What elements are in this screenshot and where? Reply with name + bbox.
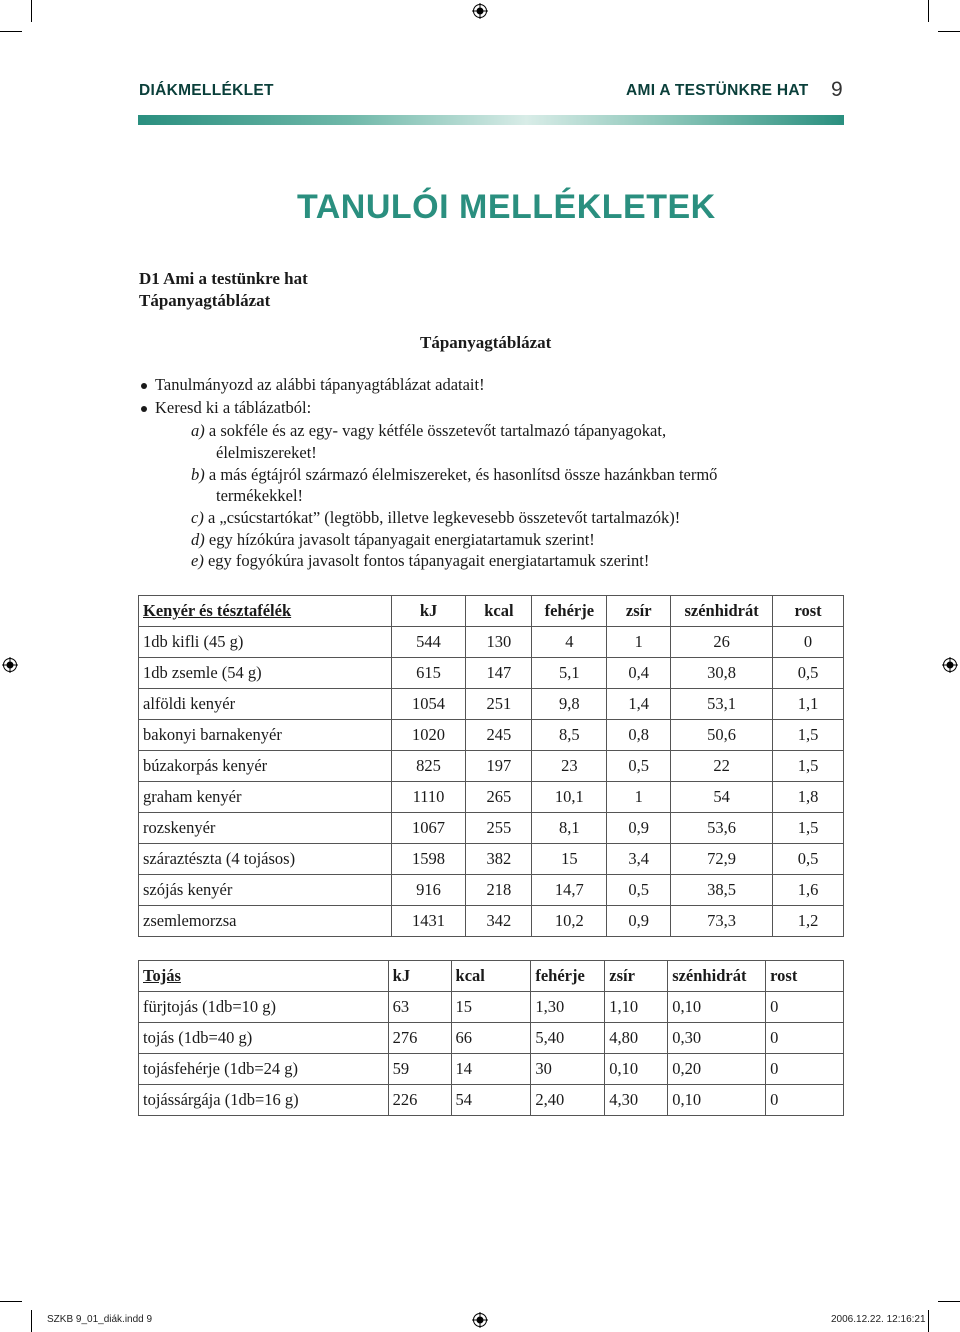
- table-cell: 825: [391, 751, 466, 782]
- task-label: b): [191, 465, 205, 484]
- registration-mark-icon: [942, 657, 958, 673]
- bread-nutrient-table: [138, 595, 844, 937]
- table-cell: 1,5: [773, 751, 844, 782]
- table-cell: 53,6: [671, 813, 773, 844]
- table-cell: 66: [451, 1023, 531, 1054]
- table-cell: 10,2: [532, 906, 607, 937]
- table-cell: 0,30: [668, 1023, 766, 1054]
- registration-mark-icon: [472, 1312, 488, 1328]
- table-cell: 0,5: [773, 658, 844, 689]
- task-item-e: [191, 551, 649, 571]
- column-header: Tojás: [139, 961, 389, 992]
- table-cell: 1db zsemle (54 g): [139, 658, 392, 689]
- registration-mark-icon: [2, 657, 18, 673]
- task-text: egy fogyókúra javasolt fontos tápanyagait energiatartamuk szerint!: [207, 551, 650, 570]
- table-cell: szójás kenyér: [139, 875, 392, 906]
- task-item-c: [191, 508, 680, 528]
- table-cell: 382: [466, 844, 532, 875]
- header-rule: [138, 115, 844, 125]
- table-cell: 2,40: [531, 1085, 605, 1116]
- task-label: c): [191, 508, 204, 527]
- crop-mark: [928, 0, 929, 22]
- table-cell: 54: [451, 1085, 531, 1116]
- table-cell: 59: [388, 1054, 451, 1085]
- table-row: [139, 627, 844, 658]
- table-cell: 0,10: [668, 1085, 766, 1116]
- table-cell: 1,30: [531, 992, 605, 1023]
- table-cell: 63: [388, 992, 451, 1023]
- table-cell: 1,8: [773, 782, 844, 813]
- table-row: [139, 658, 844, 689]
- column-header: kJ: [388, 961, 451, 992]
- task-label: d): [191, 530, 205, 549]
- table-row: [139, 1054, 844, 1085]
- table-cell: 1,1: [773, 689, 844, 720]
- column-header: rost: [773, 596, 844, 627]
- table-cell: 218: [466, 875, 532, 906]
- table-cell: 1054: [391, 689, 466, 720]
- column-header: fehérje: [532, 596, 607, 627]
- task-item-d: [191, 530, 595, 550]
- table-cell: 1: [607, 627, 671, 658]
- table-cell: 0,10: [605, 1054, 668, 1085]
- table-cell: 342: [466, 906, 532, 937]
- table-cell: 5,1: [532, 658, 607, 689]
- column-header: kcal: [466, 596, 532, 627]
- table-cell: 544: [391, 627, 466, 658]
- table-cell: 1110: [391, 782, 466, 813]
- table-cell: 9,8: [532, 689, 607, 720]
- table-cell: 916: [391, 875, 466, 906]
- table-cell: 0,9: [607, 906, 671, 937]
- table-cell: száraztészta (4 tojásos): [139, 844, 392, 875]
- footer-file: SZKB 9_01_diák.indd 9: [47, 1314, 153, 1325]
- table-cell: 1,5: [773, 720, 844, 751]
- crop-mark: [938, 31, 960, 32]
- instruction-line: Keresd ki a táblázatból:: [155, 398, 312, 417]
- table-cell: 0,5: [607, 875, 671, 906]
- table-cell: 0: [766, 1054, 844, 1085]
- table-row: [139, 1085, 844, 1116]
- page-number: 9: [831, 78, 843, 101]
- column-header: kcal: [451, 961, 531, 992]
- registration-mark-icon: [472, 3, 488, 19]
- table-cell: 73,3: [671, 906, 773, 937]
- table-cell: 265: [466, 782, 532, 813]
- table-cell: 0: [766, 1023, 844, 1054]
- column-header: Kenyér és tésztafélék: [139, 596, 392, 627]
- table-cell: 615: [391, 658, 466, 689]
- table-cell: 0,5: [607, 751, 671, 782]
- table-cell: 23: [532, 751, 607, 782]
- table-cell: 8,5: [532, 720, 607, 751]
- table-cell: tojás (1db=40 g): [139, 1023, 389, 1054]
- task-item-a: [191, 421, 666, 441]
- task-text: egy hízókúra javasolt tápanyagait energiatartamuk szerint!: [208, 530, 595, 549]
- column-header: zsír: [605, 961, 668, 992]
- table-cell: 1431: [391, 906, 466, 937]
- table-cell: 26: [671, 627, 773, 658]
- table-cell: 8,1: [532, 813, 607, 844]
- table-cell: graham kenyér: [139, 782, 392, 813]
- table-cell: zsemlemorzsa: [139, 906, 392, 937]
- table-cell: 10,1: [532, 782, 607, 813]
- column-header: rost: [766, 961, 844, 992]
- task-label: e): [191, 551, 204, 570]
- table-header-row: [139, 596, 844, 627]
- table-cell: 38,5: [671, 875, 773, 906]
- table-cell: 1,5: [773, 813, 844, 844]
- table-title: Tápanyagtáblázat: [420, 333, 552, 352]
- table-cell: 251: [466, 689, 532, 720]
- table-cell: 1db kifli (45 g): [139, 627, 392, 658]
- task-label: a): [191, 421, 205, 440]
- table-cell: 1,6: [773, 875, 844, 906]
- table-cell: rozskenyér: [139, 813, 392, 844]
- table-cell: 245: [466, 720, 532, 751]
- table-cell: 226: [388, 1085, 451, 1116]
- table-cell: 1067: [391, 813, 466, 844]
- table-cell: 1020: [391, 720, 466, 751]
- table-cell: 197: [466, 751, 532, 782]
- table-cell: 14,7: [532, 875, 607, 906]
- table-cell: 0: [766, 992, 844, 1023]
- table-row: [139, 782, 844, 813]
- table-cell: fürjtojás (1db=10 g): [139, 992, 389, 1023]
- egg-nutrient-table: [138, 960, 844, 1116]
- table-cell: 1: [607, 782, 671, 813]
- running-header-right: AMI A TESTÜNKRE HAT: [626, 82, 809, 99]
- section-heading: D1 Ami a testünkre hat: [139, 269, 308, 288]
- table-cell: búzakorpás kenyér: [139, 751, 392, 782]
- table-row: [139, 1023, 844, 1054]
- table-cell: 4,30: [605, 1085, 668, 1116]
- table-row: [139, 875, 844, 906]
- column-header: szénhidrát: [668, 961, 766, 992]
- crop-mark: [31, 1310, 32, 1332]
- page-title: TANULÓI MELLÉKLETEK: [297, 188, 716, 226]
- crop-mark: [0, 31, 22, 32]
- running-header-left: DIÁKMELLÉKLET: [139, 82, 274, 99]
- instruction-line: Tanulmányozd az alábbi tápanyagtáblázat adatait!: [155, 375, 485, 394]
- table-cell: 22: [671, 751, 773, 782]
- column-header: zsír: [607, 596, 671, 627]
- table-row: [139, 906, 844, 937]
- table-cell: 14: [451, 1054, 531, 1085]
- table-cell: alföldi kenyér: [139, 689, 392, 720]
- task-text: a „csúcstartókat” (legtöbb, illetve legkevesebb összetevőt tartalmazók)!: [207, 508, 681, 527]
- table-cell: 0,4: [607, 658, 671, 689]
- table-cell: 50,6: [671, 720, 773, 751]
- table-row: [139, 689, 844, 720]
- table-cell: 1,4: [607, 689, 671, 720]
- table-cell: 0: [766, 1085, 844, 1116]
- table-cell: 4,80: [605, 1023, 668, 1054]
- crop-mark: [31, 0, 32, 22]
- table-cell: 15: [451, 992, 531, 1023]
- task-text: termékekkel!: [216, 486, 304, 505]
- task-text: a más égtájról származó élelmiszereket, és hasonlítsd össze hazánkban termő: [208, 465, 718, 484]
- table-cell: 1598: [391, 844, 466, 875]
- table-cell: 0,9: [607, 813, 671, 844]
- table-cell: 4: [532, 627, 607, 658]
- table-cell: 0,8: [607, 720, 671, 751]
- table-row: [139, 720, 844, 751]
- table-cell: 3,4: [607, 844, 671, 875]
- table-cell: 255: [466, 813, 532, 844]
- table-cell: 5,40: [531, 1023, 605, 1054]
- table-row: [139, 751, 844, 782]
- table-cell: tojásfehérje (1db=24 g): [139, 1054, 389, 1085]
- table-cell: 72,9: [671, 844, 773, 875]
- table-row: [139, 813, 844, 844]
- table-cell: 0,5: [773, 844, 844, 875]
- table-cell: 30: [531, 1054, 605, 1085]
- table-cell: 276: [388, 1023, 451, 1054]
- crop-mark: [0, 1301, 22, 1302]
- table-cell: 0: [773, 627, 844, 658]
- table-header-row: [139, 961, 844, 992]
- task-item-b: [191, 465, 717, 485]
- column-header: szénhidrát: [671, 596, 773, 627]
- crop-mark: [928, 1310, 929, 1332]
- table-cell: 54: [671, 782, 773, 813]
- table-cell: 0,10: [668, 992, 766, 1023]
- table-cell: 1,2: [773, 906, 844, 937]
- task-text: a sokféle és az egy- vagy kétféle összetevőt tartalmazó tápanyagokat,: [208, 421, 667, 440]
- table-cell: 15: [532, 844, 607, 875]
- table-row: [139, 992, 844, 1023]
- task-text: élelmiszereket!: [216, 443, 317, 462]
- table-cell: 0,20: [668, 1054, 766, 1085]
- bullet-icon: [141, 406, 147, 412]
- column-header: fehérje: [531, 961, 605, 992]
- footer-date: 2006.12.22. 12:16:21: [831, 1314, 926, 1325]
- table-cell: 53,1: [671, 689, 773, 720]
- bullet-icon: [141, 383, 147, 389]
- table-cell: bakonyi barnakenyér: [139, 720, 392, 751]
- column-header: kJ: [391, 596, 466, 627]
- table-cell: 30,8: [671, 658, 773, 689]
- table-cell: 1,10: [605, 992, 668, 1023]
- table-row: [139, 844, 844, 875]
- table-cell: 147: [466, 658, 532, 689]
- table-cell: 130: [466, 627, 532, 658]
- table-cell: tojássárgája (1db=16 g): [139, 1085, 389, 1116]
- section-subheading: Tápanyagtáblázat: [139, 291, 271, 310]
- crop-mark: [938, 1301, 960, 1302]
